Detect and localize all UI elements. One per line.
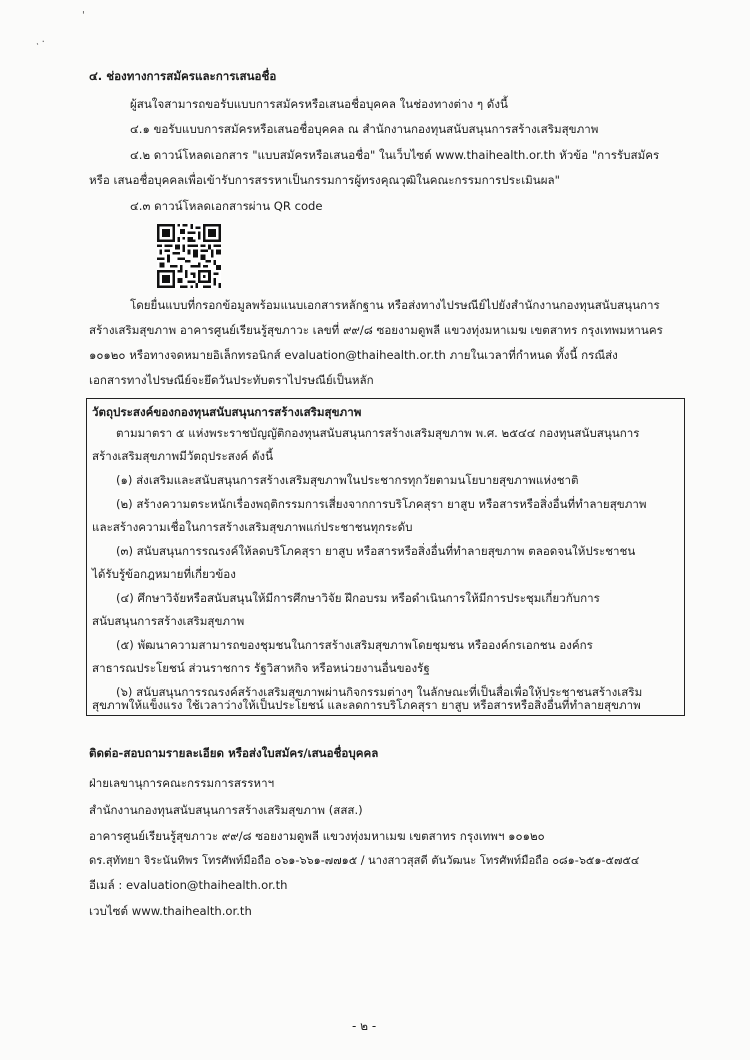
objectives-line-12: (๖) สนับสนุนการรณรงค์สร้างเสริมสุขภาพผ่านกิจกรรมต่างๆ ในลักษณะที่เป็นสื่อเพื่อให้ประชาชนสร้างเสริม bbox=[116, 685, 643, 699]
contact-heading: ติดต่อ-สอบถามรายละเอียด หรือส่งใบสมัคร/เสนอชื่อบุคคล bbox=[89, 746, 379, 760]
objectives-line-4: (๒) สร้างความตระหนักเรื่องพฤติกรรมการเสี่ยงจากการบริโภคสุรา ยาสูบ หรือสารหรือสิ่งอื่นที่ทำลายสุขภาพ bbox=[116, 497, 647, 511]
objectives-line-11: สาธารณประโยชน์ ส่วนราชการ รัฐวิสาหกิจ หรือหน่วยงานอื่นของรัฐ bbox=[92, 661, 430, 675]
section-4-item-2-line-1: ๔.๒ ดาวน์โหลดเอกสาร "แบบสมัครหรือเสนอชื่อ" ในเว็บไซต์ www.thaihealth.or.th หัวข้อ "การรับสมัคร bbox=[130, 148, 660, 162]
objectives-line-8: (๔) ศึกษาวิจัยหรือสนับสนุนให้มีการศึกษาวิจัย ฝึกอบรม หรือดำเนินการให้มีการประชุมเกี่ยวกับการ bbox=[116, 591, 600, 605]
section-4-item-2-line-2: หรือ เสนอชื่อบุคคลเพื่อเข้ารับการสรรหาเป็นกรรมการผู้ทรงคุณวุฒิในคณะกรรมการประเมินผล" bbox=[89, 173, 560, 187]
submission-line-3: ๑๐๑๒๐ หรือทางจดหมายอิเล็กทรอนิกส์ evaluation@thaihealth.or.th ภายในเวลาที่กำหนด ทั้งนี้ กรณีส่ง bbox=[89, 348, 618, 362]
contact-department: ฝ่ายเลขานุการคณะกรรมการสรรหาฯ bbox=[89, 776, 275, 790]
section-4-intro: ผู้สนใจสามารถขอรับแบบการสมัครหรือเสนอชื่อบุคคล ในช่องทางต่าง ๆ ดังนี้ bbox=[130, 97, 508, 111]
qr-code-image bbox=[157, 224, 221, 288]
objectives-line-9: สนับสนุนการสร้างเสริมสุขภาพ bbox=[92, 614, 245, 628]
contact-email: อีเมล์ : evaluation@thaihealth.or.th bbox=[89, 878, 288, 892]
scan-artifact-mark: ' bbox=[82, 10, 85, 21]
contact-office: สำนักงานกองทุนสนับสนุนการสร้างเสริมสุขภาพ (สสส.) bbox=[89, 803, 363, 817]
objectives-title: วัตถุประสงค์ของกองทุนสนับสนุนการสร้างเสริมสุขภาพ bbox=[92, 405, 362, 419]
objectives-line-13: สุขภาพให้แข็งแรง ใช้เวลาว่างให้เป็นประโยชน์ และลดการบริโภคสุรา ยาสูบ หรือสารหรือสิ่งอื่นที่ทำลายสุขภาพ bbox=[92, 698, 641, 712]
objectives-line-5: และสร้างความเชื่อในการสร้างเสริมสุขภาพแก่ประชาชนทุกระดับ bbox=[92, 520, 413, 534]
section-4-item-3: ๔.๓ ดาวน์โหลดเอกสารผ่าน QR code bbox=[130, 199, 323, 213]
objectives-line-10: (๕) พัฒนาความสามารถของชุมชนในการสร้างเสริมสุขภาพโดยชุมชน หรือองค์กรเอกชน องค์กร bbox=[116, 638, 593, 652]
objectives-line-2: สร้างเสริมสุขภาพมีวัตถุประสงค์ ดังนี้ bbox=[92, 449, 273, 463]
contact-address: อาคารศูนย์เรียนรู้สุขภาวะ ๙๙/๘ ซอยงามดูพลี แขวงทุ่งมหาเมฆ เขตสาทร กรุงเทพฯ ๑๐๑๒๐ bbox=[89, 829, 545, 843]
contact-website: เวบไซต์ www.thaihealth.or.th bbox=[89, 904, 252, 918]
section-4-heading: ๔. ช่องทางการสมัครและการเสนอชื่อ bbox=[89, 69, 277, 83]
page-number: - ๒ - bbox=[352, 1019, 377, 1033]
contact-phones: ดร.สุทัทยา จิระนันทิพร โทรศัพท์มือถือ ๐๖๑-๖๖๑-๗๗๑๕ / นางสาวสุสดี ตันวัฒนะ โทรศัพท์มือถือ ๐๘๑-๖๕๑-๕๗๕๔ bbox=[89, 854, 640, 867]
objectives-line-7: ได้รับรู้ข้อกฎหมายที่เกี่ยวข้อง bbox=[92, 567, 236, 581]
scan-artifact-dots: · · bbox=[34, 36, 48, 51]
objectives-line-1: ตามมาตรา ๕ แห่งพระราชบัญญัติกองทุนสนับสนุนการสร้างเสริมสุขภาพ พ.ศ. ๒๕๔๔ กองทุนสนับสนุนการ bbox=[116, 426, 640, 440]
submission-line-4: เอกสารทางไปรษณีย์จะยึดวันประทับตราไปรษณีย์เป็นหลัก bbox=[89, 373, 374, 387]
objectives-line-3: (๑) ส่งเสริมและสนับสนุนการสร้างเสริมสุขภาพในประชากรทุกวัยตามนโยบายสุขภาพแห่งชาติ bbox=[116, 473, 579, 487]
submission-line-2: สร้างเสริมสุขภาพ อาคารศูนย์เรียนรู้สุขภาวะ เลขที่ ๙๙/๘ ซอยงามดูพลี แขวงทุ่งมหาเมฆ เขตสาทร กรุงเทพมหานคร bbox=[89, 323, 663, 337]
section-4-item-1: ๔.๑ ขอรับแบบการสมัครหรือเสนอชื่อบุคคล ณ สำนักงานกองทุนสนับสนุนการสร้างเสริมสุขภาพ bbox=[130, 122, 599, 136]
objectives-line-6: (๓) สนับสนุนการรณรงค์ให้ลดบริโภคสุรา ยาสูบ หรือสารหรือสิ่งอื่นที่ทำลายสุขภาพ ตลอดจนให้ประชาชน bbox=[116, 544, 636, 558]
submission-line-1: โดยยื่นแบบที่กรอกข้อมูลพร้อมแนบเอกสารหลักฐาน หรือส่งทางไปรษณีย์ไปยังสำนักงานกองทุนสนับสนุนการ bbox=[130, 298, 660, 312]
